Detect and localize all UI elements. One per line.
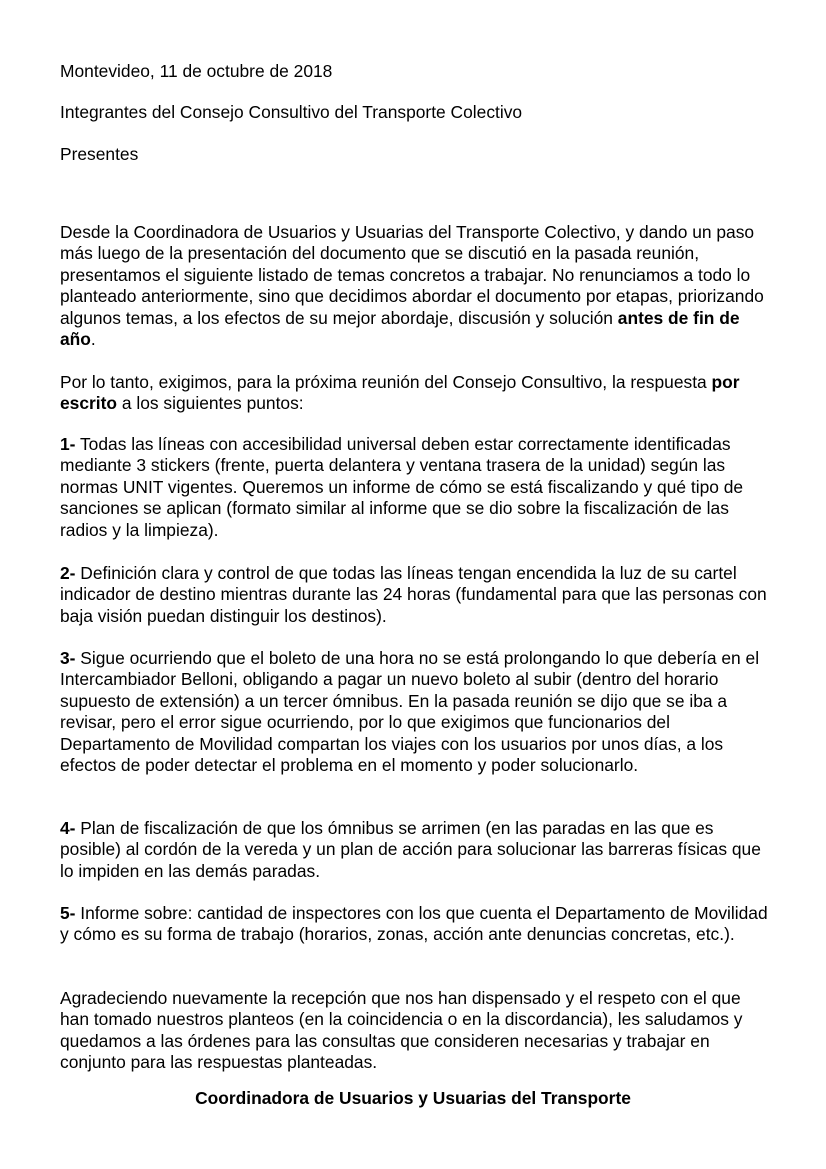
point-text: Informe sobre: cantidad de inspectores con los que cuenta el Departamento de Movilidad y cómo es su forma de trabajo (horarios, zonas, acción ante denuncias concretas, etc.).: [60, 903, 768, 945]
intro-bold-deadline: antes de fin de año: [60, 307, 740, 350]
point-text: Todas las líneas con accesibilidad universal deben estar correctamente identificadas mediante 3 stickers (frente, puerta delantera y ventana trasera de la unidad) según las normas UNIT vigentes. Queremos un informe de cómo se está fiscalizando y qué tipo de sanciones se aplican (formato similar al informe que se dio sobre la fiscalización de las radios y la limpieza).: [60, 434, 744, 540]
point-text: Definición clara y control de que todas las líneas tengan encendida la luz de su cartel indicador de destino mientras durante las 24 horas (fundamental para que las personas con baja visión puedan distinguir los destinos).: [60, 563, 767, 626]
point-5: [60, 903, 770, 946]
point-number: 1-: [60, 434, 76, 454]
demand-text: Por lo tanto, exigimos, para la próxima reunión del Consejo Consultivo, la respuesta: [60, 372, 712, 392]
point-text: Sigue ocurriendo que el boleto de una hora no se está prolongando lo que debería en el Intercambiador Belloni, obligando a pagar un nuevo boleto al subir (dentro del horario supuesto de extensión) a un tercer ómnibus. En la pasada reunión se dijo que se iba a revisar, pero el error sigue ocurriendo, por lo que exigimos que funcionarios del Departamento de Movilidad compartan los viajes con los usuarios por unos días, a los efectos de poder detectar el problema en el momento y poder solucionarlo.: [60, 648, 760, 776]
point-number: 2-: [60, 563, 76, 583]
point-2: [60, 563, 770, 627]
signature: Coordinadora de Usuarios y Usuarias del Transporte: [195, 1088, 631, 1108]
point-4: [60, 818, 770, 882]
closing-paragraph: Agradeciendo nuevamente la recepción que nos han dispensado y el respeto con el que han tomado nuestros planteos (en la coincidencia o en la discordancia), les saludamos y quedamos a las órdenes para las consultas que consideren necesarias y trabajar en conjunto para las respuestas planteadas.: [60, 988, 743, 1073]
demand-end: a los siguientes puntos:: [117, 393, 304, 414]
point-1: [60, 434, 770, 541]
demand-bold: por escrito: [60, 372, 740, 414]
salutation-line: Presentes: [60, 144, 139, 164]
intro-text: Desde la Coordinadora de Usuarios y Usuarias del Transporte Colectivo, y dando un paso más luego de la presentación del documento que se discutió en la pasada reunión, presentamos el siguiente listado de temas concretos a trabajar. No renunciamos a todo lo planteado anteriormente, sino que decidimos abordar el documento por etapas, priorizando algunos temas, a los efectos de su mejor abordaje, discusión y solución: [60, 222, 764, 328]
point-text: Plan de fiscalización de que los ómnibus se arrimen (en las paradas en las que es posible) al cordón de la vereda y un plan de acción para solucionar las barreras físicas que lo impiden en las demás paradas.: [60, 818, 761, 881]
date-line: Montevideo, 11 de octubre de 2018: [60, 61, 333, 81]
point-number: 4-: [60, 818, 76, 838]
addressee-line: Integrantes del Consejo Consultivo del Transporte Colectivo: [60, 102, 523, 122]
intro-end: .: [90, 329, 96, 350]
point-3: [60, 648, 770, 776]
demand-paragraph: [60, 372, 770, 415]
point-number: 5-: [60, 903, 76, 923]
intro-paragraph: [60, 222, 770, 350]
point-number: 3-: [60, 648, 76, 668]
